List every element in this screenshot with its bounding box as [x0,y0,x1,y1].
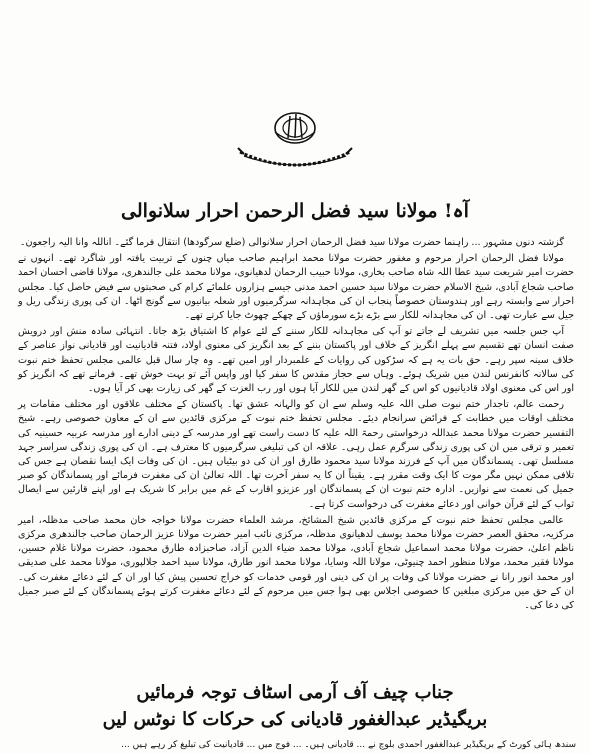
calligraphy-emblem-icon [230,108,360,178]
emblem-graphic [230,108,360,178]
article-body [18,236,574,615]
footer-title: جناب چیف آف آرمی اسٹاف توجہ فرمائیں [136,682,454,703]
footer-subtitle: بریگیڈیر عبدالغفور قادیانی کی حرکات کا نوٹس لیں [102,709,488,730]
paragraph: آپ جس جلسہ میں تشریف لے جاتے تو آپ کی مجاہدانہ للکار سننے کے لئے عوام کا اشتیاق بڑھ جاتا۔ انتہائی سادہ منش اور درویش صفت انسان تھے تقسیم سے پہلے انگریز کے خلاف اور پاکستان بننے کے بعد انگریز کی معنوی اولاد، فتنہ قادیانیت اور قادیانی نواز عناصر کے خلاف سینہ سپر رہے۔ حق بات یہ ہے کہ سڑکوں کی روایات کے علمبردار اور امین تھے۔ وہ چار سال قبل عالمی مجلس تحفظ ختم نبوت کی سالانہ کانفرنس لندن میں شریک ہوئے۔ وہاں سے حجاز مقدس کا سفر کیا اور واپس آئے تو بہت خوش تھے۔ فرماتے تھے کہ انگریز کو اور اس کی معنوی اولاد قادیانیوں کو اس کے گھر لندن میں للکار آیا ہوں اور رب العزت کے گھر کی زیارت بھی کر آیا ہوں۔ [18,326,574,395]
paragraph: عالمی مجلس تحفظ ختم نبوت کے مرکزی قائدین شیخ المشائخ، مرشد العلماء حضرت مولانا خواجہ خان محمد صاحب مدظلہ، امیر مرکزیہ، محقق العصر حضرت مولانا محمد یوسف لدھیانوی مدظلہ، مرکزی نائب امیر حضرت مولانا عزیز الرحمان صاحب جالندھری مرکزی ناظم اعلیٰ، حضرت مولانا محمد اسماعیل شجاع آبادی، مولانا محمد ضیاء الدین آزاد، صاحبزادہ طارق محمود، حضرت مولانا غلام حسین، مولانا فقیر محمد، مولانا منظور احمد چنیوٹی، مولانا اللہ وسایا، مولانا محمد انور طارق، مولانا سید احمد جلالپوری، مولانا محمد علی صدیقی اور محمد انور رانا نے حضرت مولانا کی وفات پر ان کی دینی اور قومی خدمات کو خراج تحسین پیش کیا اور ان کے لئے دعائے مغفرت کی۔ ان کے حق میں مرکزی مبلغین کا خصوصی اجلاس بھی ہوا جس میں مرحوم کے لئے دعائے مغفرت کرتے ہوئے پسماندگان کے لئے صبر جمیل کی دعا کی۔ [18,514,574,612]
paragraph: گزشتہ دنوں مشہور ... راہنما حضرت مولانا سید فضل الرحمان احرار سلانوالی (ضلع سرگودھا) انتقال فرما گئے۔ اناللہ وانا الیہ راجعون۔ [19,237,564,248]
paragraph: مولانا فضل الرحمان احرار مرحوم و مغفور حضرت مولانا محمد ابراہیم صاحب میاں چنوں کے تربیت یافتہ اور شاگرد تھے۔ انہوں نے حضرت امیر شریعت سید عطا اللہ شاہ صاحب بخاری، مولانا حبیب الرحمان لدھیانوی، مولانا محمد علی جالندھری، مولانا قاضی احسان احمد صاحب شجاع آبادی، شیخ الاسلام حضرت مولانا سید حسین احمد مدنی جیسے ہزاروں علمائے کرام کی صحبتوں سے فیض حاصل کیا۔ مجلس احرار سے وابستہ رہے اور ہندوستان خصوصاً پنجاب ان کی مجاہدانہ سرگرمیوں اور شعلہ بیانیوں سے گونج اٹھا۔ ان کی پوری زندگی ریل و جیل سے عبارت تھی۔ ان کی مجاہدانہ للکار سے بڑے بڑے سورماؤں کے چھکے چھوٹ جایا کرتے تھے۔ [18,253,574,322]
bottom-cut-line: سندھ ہائی کورٹ کے بریگیڈیر عبدالغفور احمدی بلوچ نے ... قادیانی ہیں۔ ... فوج میں ... قادیانیت کی تبلیغ کر رہے ہیں ... [121,740,576,750]
paragraph: رحمت عالم، تاجدار ختم نبوت صلی اللہ علیہ وسلم سے ان کو والہانہ عشق تھا۔ پاکستان کے مختلف علاقوں اور مختلف مقامات پر مختلف اوقات میں خطابت کے فرائض سرانجام دیئے۔ مجلس تحفظ ختم نبوت کے مرکزی قائدین سے ان کے معاون خصوصی رہے۔ شیخ التفسیر حضرت مولانا محمد عبداللہ درخواستی رحمۃ اللہ علیہ کا دست راست تھے اور مدرسہ کے دینی ادارے اور مدرسہ عربیہ حسینیہ کی تعمیر و ترقی میں ان کی پوری زندگی سرگرم عمل رہی۔ علاقہ ان کی تبلیغی سرگرمیوں کا معترف ہے۔ ان کی پوری زندگی سراسر جہد مسلسل تھی۔ پسماندگان میں آپ کے فرزند مولانا سید محمود طارق اور ان کی دو بیٹیاں ہیں۔ ان کی وفات ایک ایسا نقصان ہے جس کی تلافی ممکن نہیں مگر موت کا ایک وقت مقرر ہے۔ یقیناً ان کا یہ سفر آخرت تھا۔ اللہ تعالیٰ ان کی مغفرت فرمائے اور پسماندگان کو صبر جمیل کی نعمت سے نوازیں۔ ادارہ ختم نبوت ان کے پسماندگان اور عزیزو اقارب کے غم میں برابر کا شریک ہے اور اپنے قارئین سے ایصال ثواب کے لئے قرآن خوانی اور دعائے مغفرت کی درخواست کرتا ہے۔ [18,399,574,510]
article-heading: آہ! مولانا سید فضل الرحمن احرار سلانوالی [121,200,469,222]
